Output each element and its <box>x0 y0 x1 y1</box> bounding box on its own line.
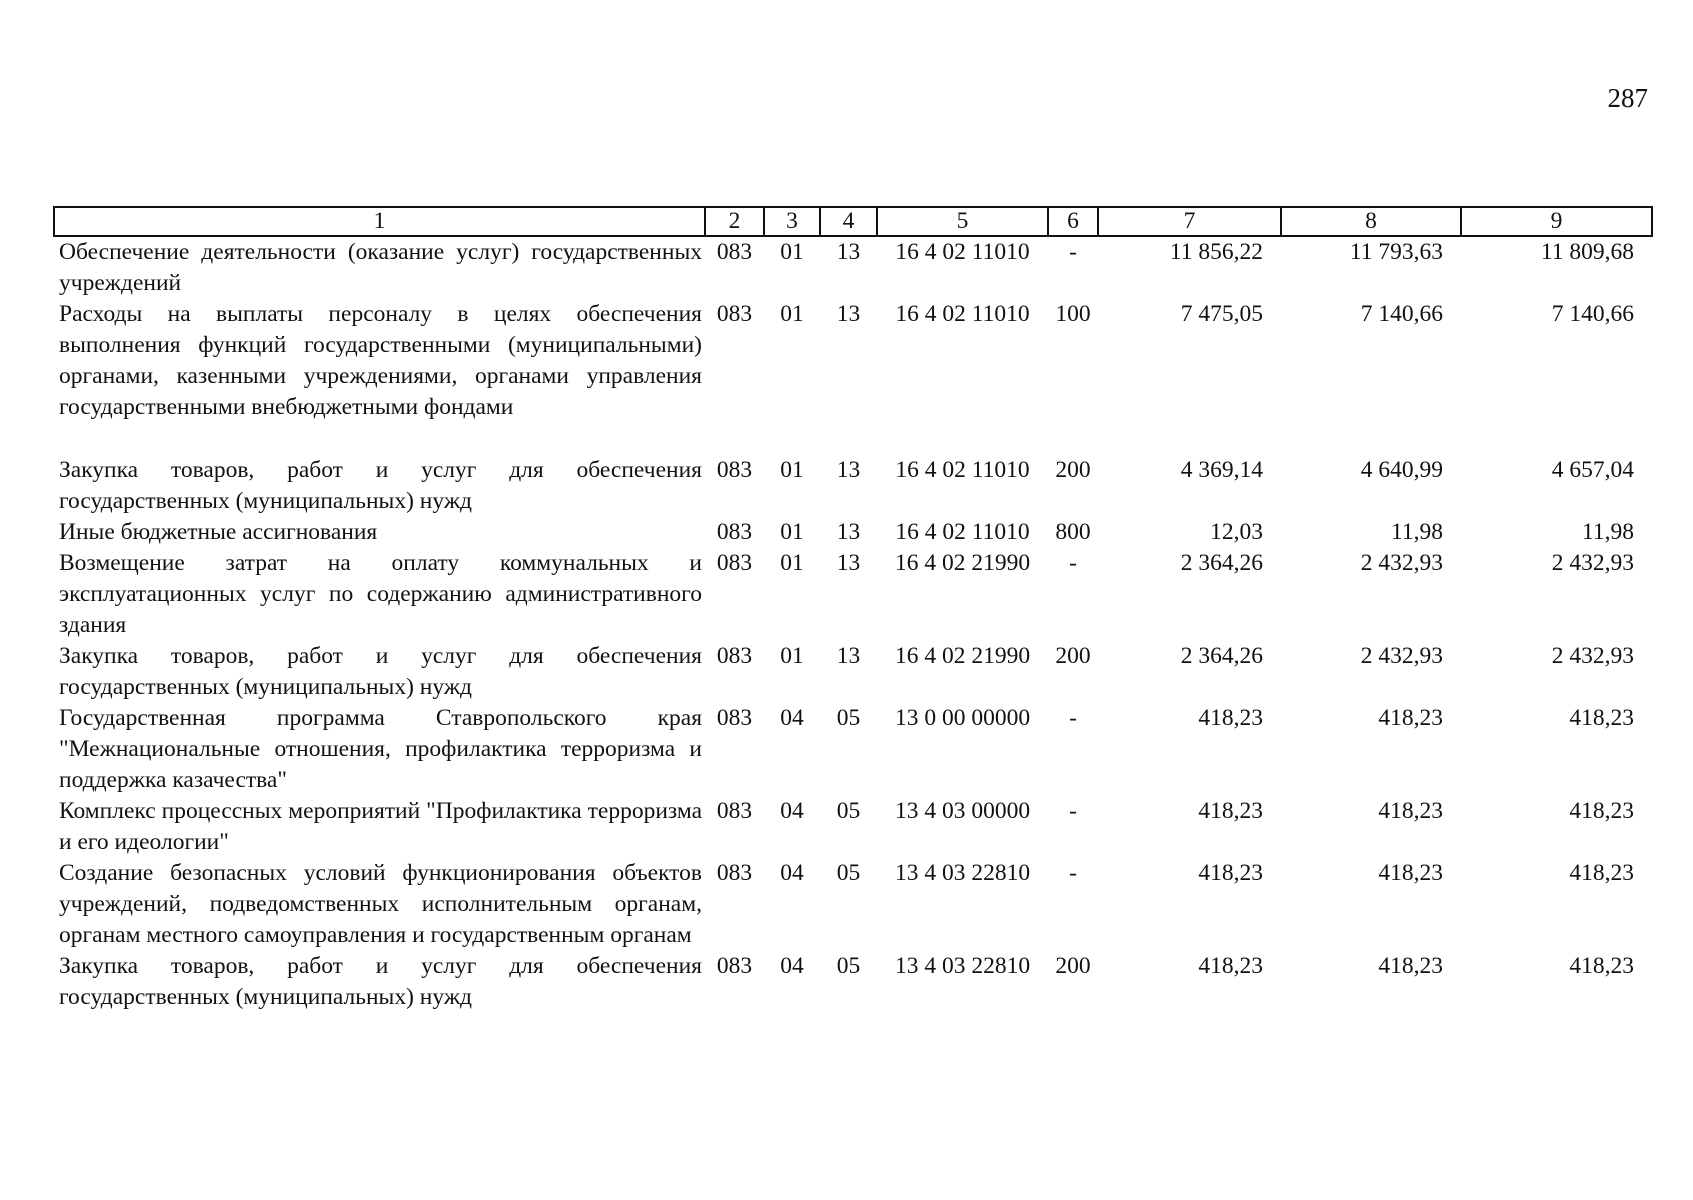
cell-expense-type: - <box>1069 860 1077 886</box>
cell-amount-9: 2 432,93 <box>1551 643 1634 669</box>
cell-expense-type: 200 <box>1055 643 1091 669</box>
cell-subsection: 13 <box>836 239 861 265</box>
cell-target-article: 13 4 03 00000 <box>894 798 1031 824</box>
cell-amount-8: 2 432,93 <box>1360 643 1443 669</box>
cell-admin-code: 083 <box>716 239 753 265</box>
cell-amount-7: 418,23 <box>1198 798 1263 824</box>
cell-amount-9: 4 657,04 <box>1551 457 1634 483</box>
cell-admin-code: 083 <box>716 705 753 731</box>
cell-subsection: 13 <box>836 643 861 669</box>
table-row <box>54 517 1652 548</box>
cell-amount-7: 7 475,05 <box>1180 301 1263 327</box>
cell-amount-8: 4 640,99 <box>1360 457 1443 483</box>
cell-subsection: 05 <box>836 705 861 731</box>
row-name: Обеспечение деятельности (оказание услуг) государственных учреждений <box>59 239 702 296</box>
cell-expense-type: 800 <box>1055 519 1091 545</box>
cell-amount-8: 7 140,66 <box>1360 301 1443 327</box>
cell-section: 04 <box>780 705 804 731</box>
cell-admin-code: 083 <box>716 519 753 545</box>
cell-target-article: 13 0 00 00000 <box>894 705 1031 731</box>
cell-amount-8: 418,23 <box>1378 798 1443 824</box>
cell-section: 01 <box>780 457 804 483</box>
cell-section: 01 <box>780 519 804 545</box>
cell-amount-9: 7 140,66 <box>1551 301 1634 327</box>
row-name: Закупка товаров, работ и услуг для обеспечения государственных (муниципальных) нужд <box>59 643 702 700</box>
cell-amount-7: 11 856,22 <box>1169 239 1263 265</box>
cell-expense-type: 100 <box>1055 301 1091 327</box>
cell-target-article: 16 4 02 11010 <box>895 519 1030 545</box>
cell-subsection: 05 <box>836 798 861 824</box>
cell-amount-8: 418,23 <box>1378 953 1443 979</box>
column-header: 5 <box>877 207 1048 236</box>
cell-subsection: 13 <box>836 301 861 327</box>
cell-section: 01 <box>780 239 804 265</box>
table-row <box>54 858 1652 951</box>
cell-amount-7: 418,23 <box>1198 953 1263 979</box>
cell-amount-8: 418,23 <box>1378 705 1443 731</box>
cell-subsection: 13 <box>836 550 861 576</box>
cell-amount-9: 418,23 <box>1569 705 1634 731</box>
cell-amount-8: 11 793,63 <box>1349 239 1443 265</box>
cell-admin-code: 083 <box>716 550 753 576</box>
cell-amount-9: 418,23 <box>1569 798 1634 824</box>
column-header: 6 <box>1048 207 1098 236</box>
cell-section: 04 <box>780 798 804 824</box>
cell-admin-code: 083 <box>716 860 753 886</box>
cell-section: 01 <box>780 301 804 327</box>
table-row <box>54 236 1652 299</box>
cell-section: 01 <box>780 643 804 669</box>
cell-target-article: 16 4 02 11010 <box>895 457 1030 483</box>
table-row <box>54 548 1652 641</box>
column-header: 2 <box>705 207 764 236</box>
cell-admin-code: 083 <box>716 643 753 669</box>
cell-amount-9: 418,23 <box>1569 860 1634 886</box>
cell-target-article: 16 4 02 11010 <box>895 239 1030 265</box>
row-name: Закупка товаров, работ и услуг для обеспечения государственных (муниципальных) нужд <box>59 953 702 1010</box>
cell-subsection: 13 <box>836 519 861 545</box>
row-name: Иные бюджетные ассигнования <box>59 519 378 545</box>
cell-amount-7: 12,03 <box>1210 519 1263 545</box>
cell-amount-9: 418,23 <box>1569 953 1634 979</box>
cell-amount-9: 11 809,68 <box>1540 239 1634 265</box>
column-header: 1 <box>54 207 705 236</box>
column-header: 8 <box>1281 207 1461 236</box>
cell-amount-7: 2 364,26 <box>1180 643 1263 669</box>
budget-table <box>53 206 1653 1013</box>
column-header: 7 <box>1098 207 1281 236</box>
table-row <box>54 796 1652 858</box>
cell-admin-code: 083 <box>716 798 753 824</box>
cell-admin-code: 083 <box>716 457 753 483</box>
cell-admin-code: 083 <box>716 301 753 327</box>
row-name: Расходы на выплаты персоналу в целях обеспечения выполнения функций государственными (муниципальными) органами, казенными учреждениями, органами управления государственными внебюджетными фондами <box>59 301 702 420</box>
table-row <box>54 951 1652 1013</box>
column-header: 9 <box>1461 207 1652 236</box>
cell-target-article: 13 4 03 22810 <box>894 953 1031 979</box>
row-name: Комплекс процессных мероприятий "Профилактика терроризма и его идеологии" <box>59 798 702 855</box>
cell-target-article: 16 4 02 21990 <box>894 643 1031 669</box>
cell-expense-type: 200 <box>1055 953 1091 979</box>
row-name: Создание безопасных условий функционирования объектов учреждений, подведомственных исполнительным органам, органам местного самоуправления и государственным органам <box>59 860 702 948</box>
cell-target-article: 13 4 03 22810 <box>894 860 1031 886</box>
cell-section: 04 <box>780 953 804 979</box>
cell-amount-7: 2 364,26 <box>1180 550 1263 576</box>
cell-amount-9: 2 432,93 <box>1551 550 1634 576</box>
column-header: 4 <box>820 207 877 236</box>
table-header-row <box>54 207 1652 236</box>
cell-expense-type: - <box>1069 705 1077 731</box>
cell-subsection: 05 <box>836 953 861 979</box>
cell-admin-code: 083 <box>716 953 753 979</box>
cell-amount-7: 4 369,14 <box>1180 457 1263 483</box>
row-name: Возмещение затрат на оплату коммунальных и эксплуатационных услуг по содержанию административного здания <box>59 550 702 638</box>
cell-expense-type: 200 <box>1055 457 1091 483</box>
page-number: 287 <box>1607 83 1648 113</box>
table-row <box>54 641 1652 703</box>
cell-expense-type: - <box>1069 239 1077 265</box>
cell-target-article: 16 4 02 11010 <box>895 301 1030 327</box>
table-row <box>54 455 1652 517</box>
spacer-cell <box>54 423 1652 455</box>
cell-subsection: 05 <box>836 860 861 886</box>
cell-amount-7: 418,23 <box>1198 860 1263 886</box>
cell-expense-type: - <box>1069 550 1077 576</box>
cell-target-article: 16 4 02 21990 <box>894 550 1031 576</box>
cell-amount-9: 11,98 <box>1581 519 1634 545</box>
table-row <box>54 299 1652 423</box>
spacer-row <box>54 423 1652 455</box>
cell-expense-type: - <box>1069 798 1077 824</box>
cell-section: 01 <box>780 550 804 576</box>
row-name: Государственная программа Ставропольского края "Межнациональные отношения, профилактика терроризма и поддержка казачества" <box>59 705 702 793</box>
table-row <box>54 703 1652 796</box>
cell-section: 04 <box>780 860 804 886</box>
cell-amount-8: 418,23 <box>1378 860 1443 886</box>
cell-amount-8: 11,98 <box>1390 519 1443 545</box>
cell-amount-7: 418,23 <box>1198 705 1263 731</box>
row-name: Закупка товаров, работ и услуг для обеспечения государственных (муниципальных) нужд <box>59 457 702 514</box>
cell-amount-8: 2 432,93 <box>1360 550 1443 576</box>
cell-subsection: 13 <box>836 457 861 483</box>
column-header: 3 <box>764 207 820 236</box>
